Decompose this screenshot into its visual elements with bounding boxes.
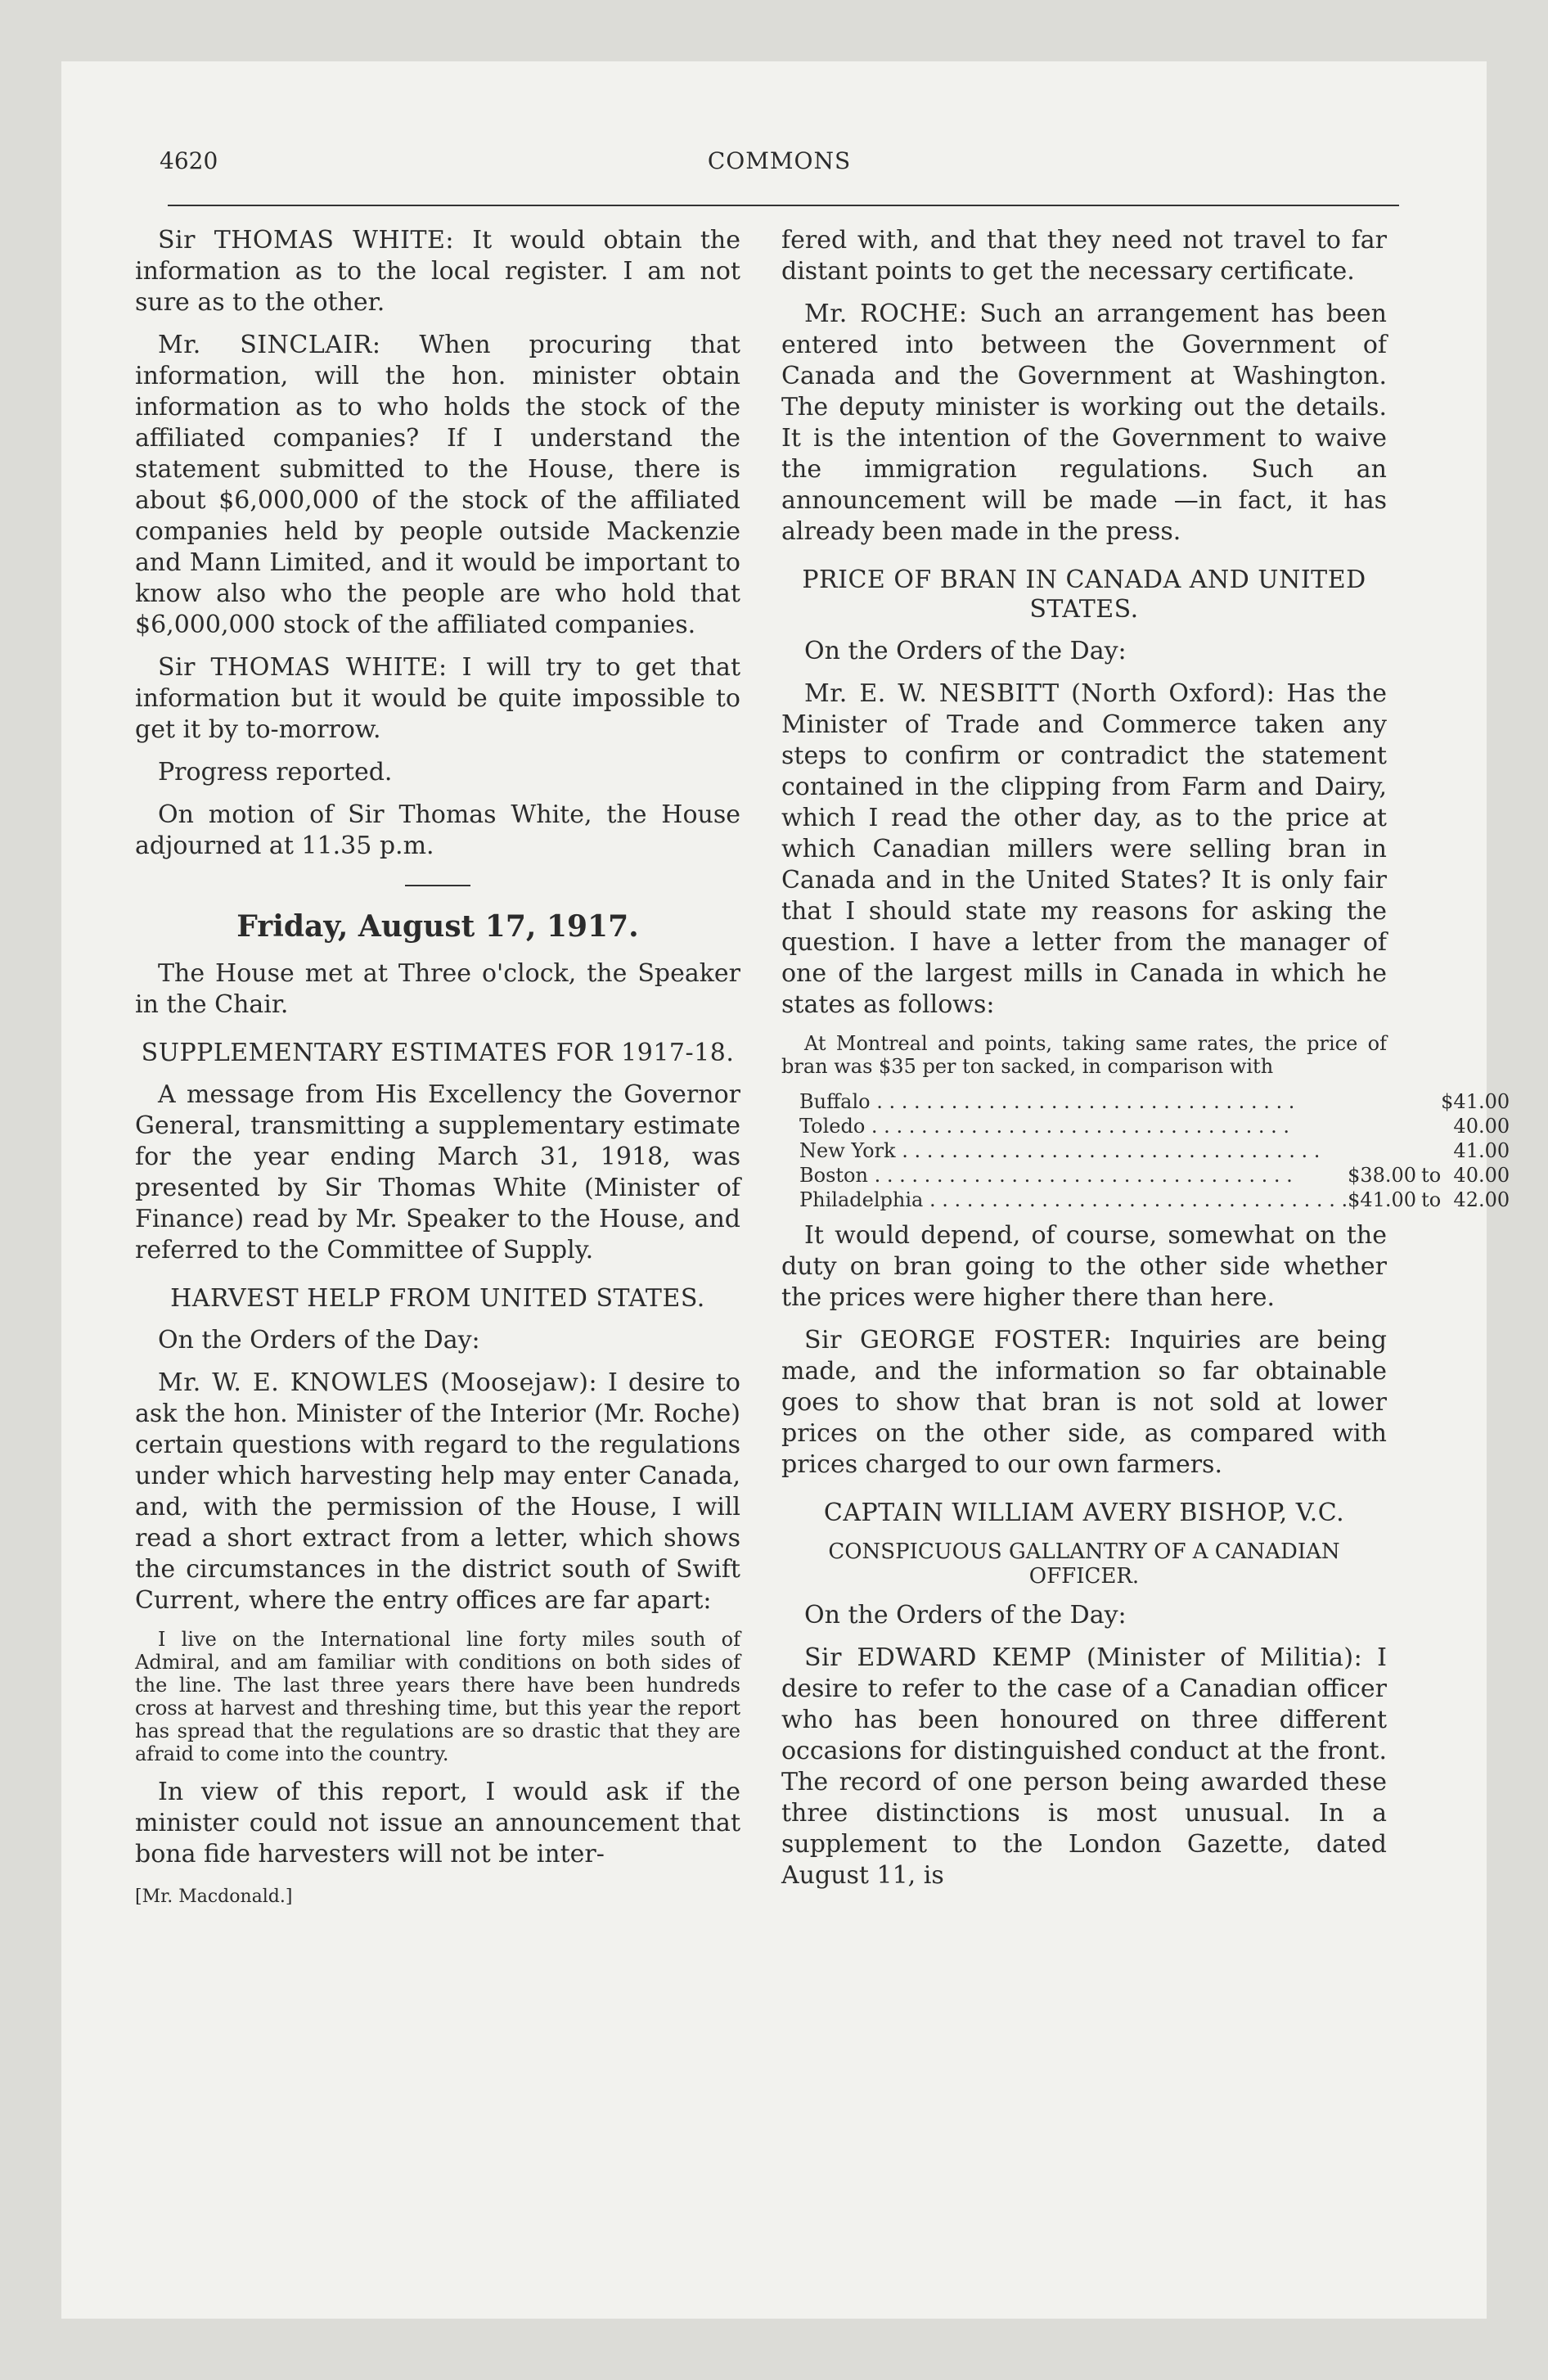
running-title: COMMONS <box>707 147 852 174</box>
paragraph-text: I desire to refer to the case of a Canadian officer who has been honoured on three different occasions for distinguished conduct at the front. The record of one person being awarded these three distinctions is most unusual. In a supplement to the London Gazette, dated August 11, is <box>781 1643 1387 1890</box>
price-from <box>1348 1138 1421 1163</box>
speaker-name: Mr. ROCHE: <box>804 300 968 328</box>
paragraph: On the Orders of the Day: <box>804 637 1127 665</box>
city-name: Boston . . . <box>799 1163 1348 1188</box>
paragraph-text: I will try to get that information but it would be quite impossible to get it by to-morrow. <box>135 653 740 744</box>
price-value: 42.00 <box>1453 1188 1510 1211</box>
paragraph: On motion of Sir Thomas White, the House adjourned at 11.35 p.m. <box>135 800 740 860</box>
price-value: 41.00 <box>1453 1139 1510 1162</box>
paragraph <box>135 1368 740 1616</box>
table-row <box>799 1188 1510 1212</box>
section-subheading: CONSPICUOUS GALLANTRY OF A CANADIAN OFFICER. <box>828 1539 1340 1589</box>
right-column <box>781 225 1510 1903</box>
table-row <box>799 1114 1510 1138</box>
paragraph: In view of this report, I would ask if the minister could not issue an announcement that bona fide harvesters will not be inter- <box>135 1778 740 1868</box>
speaker-name: Sir GEORGE FOSTER: <box>804 1326 1112 1355</box>
city-name: Toledo . . . <box>799 1114 1348 1138</box>
paragraph: A message from His Excellency the Governor General, transmitting a supplementary estimate for the year ending March 31, 1918, was presented by Sir Thomas White (Minister of Finance) read by Mr. Speaker to the House, and referred to the Committee of Supply. <box>135 1080 740 1264</box>
paragraph: On the Orders of the Day: <box>804 1601 1127 1629</box>
table-row <box>799 1163 1510 1188</box>
city-name: Philadelphia . . . <box>799 1188 1348 1212</box>
price-from: $38.00 <box>1348 1164 1417 1187</box>
paragraph <box>781 299 1387 548</box>
price-value: 40.00 <box>1453 1164 1510 1187</box>
price-value: $41.00 <box>1441 1090 1510 1113</box>
price-to-word: to <box>1421 1188 1442 1211</box>
price-value: 40.00 <box>1453 1115 1510 1138</box>
city-name: New York . . . <box>799 1138 1348 1163</box>
paragraph-text: It would obtain the information as to the local register. I am not sure as to the other. <box>135 226 740 317</box>
city-name: Buffalo . . . <box>799 1089 1348 1114</box>
quoted-letter: I live on the International line forty miles south of Admiral, and am familiar with conditions on both sides of the line. The last three years there have been hundreds cross at harvest and threshing time, but this year the report has spread that the regulations are so drastic that they are afraid to come into the country. <box>135 1628 740 1765</box>
paragraph <box>781 1325 1387 1481</box>
running-head <box>160 147 1399 188</box>
speaker-name: Mr. E. W. NESBITT (North Oxford): <box>804 679 1276 708</box>
paragraph: On the Orders of the Day: <box>158 1326 480 1355</box>
paragraph-text: I desire to ask the hon. Minister of the Interior (Mr. Roche) certain questions with regard to the regulations under which harvesting help may enter Canada, and, with the permission of the House, I will read a short extract from a letter, which shows the circumstances in the district south of Swift Current, where the entry offices are far apart: <box>135 1368 740 1615</box>
section-heading: SUPPLEMENTARY ESTIMATES FOR 1917-18. <box>141 1039 735 1067</box>
section-heading: PRICE OF BRAN IN CANADA AND UNITED STATES. <box>802 566 1366 624</box>
speaker-name: Sir THOMAS WHITE: <box>158 226 455 255</box>
quoted-letter: At Montreal and points, taking same rates, the price of bran was $35 per ton sacked, in comparison with <box>781 1032 1387 1078</box>
page-number: 4620 <box>160 147 218 174</box>
price-to-word: to <box>1421 1164 1442 1187</box>
header-rule <box>168 205 1399 206</box>
table-row <box>799 1138 1510 1163</box>
paragraph-text: Such an arrangement has been entered into between the Government of Canada and the Government at Washington. The deputy minister is working out the details. It is the intention of the Government to waive the immigration regulations. Such an announcement will be made —in fact, it has already been made in the press. <box>781 300 1387 546</box>
paragraph <box>781 678 1387 1021</box>
paragraph-text: Inquiries are being made, and the information so far obtainable goes to show that bran is not sold at lower prices on the other side, as compared with prices charged to our own farmers. <box>781 1326 1387 1479</box>
price-to-word <box>1421 1114 1441 1138</box>
section-divider <box>405 885 470 886</box>
paragraph: The House met at Three o'clock, the Speaker in the Chair. <box>135 959 740 1019</box>
price-from <box>1348 1114 1421 1138</box>
paragraph: fered with, and that they need not travel to far distant points to get the necessary certificate. <box>781 226 1387 286</box>
speaker-name: Mr. SINCLAIR: <box>158 331 381 359</box>
paragraph-text: When procuring that information, will the hon. minister obtain information as to who holds the stock of the affiliated companies? If I understand the statement submitted to the House, there is about $6,000,000 of the stock of the affiliated companies held by people outside Mackenzie and Mann Limited, and it would be important to know also who the people are who hold that $6,000,000 stock of the affiliated companies. <box>135 331 740 639</box>
speaker-name: Mr. W. E. KNOWLES (Moosejaw): <box>158 1368 598 1397</box>
paragraph-text: Has the Minister of Trade and Commerce taken any steps to confirm or contradict the statement contained in the clipping from Farm and Dairy, which I read the other day, as to the price at which Canadian millers were selling bran in Canada and in the United States? It is only fair that I should state my reasons for asking the question. I have a letter from the manager of one of the largest mills in Canada in which he states as follows: <box>781 679 1387 1019</box>
paragraph <box>781 1643 1387 1891</box>
paragraph <box>135 330 740 641</box>
paragraph <box>135 225 740 318</box>
price-to-word <box>1421 1138 1441 1163</box>
price-from <box>1348 1089 1421 1114</box>
date-heading: Friday, August 17, 1917. <box>236 909 639 944</box>
left-column <box>135 225 740 1913</box>
paragraph: It would depend, of course, somewhat on the duty on bran going to the other side whether the prices were higher there than here. <box>781 1221 1387 1312</box>
price-table <box>799 1089 1510 1212</box>
section-heading: HARVEST HELP FROM UNITED STATES. <box>170 1284 705 1313</box>
section-heading: CAPTAIN WILLIAM AVERY BISHOP, V.C. <box>823 1499 1345 1527</box>
paragraph <box>135 652 740 746</box>
speaker-name: Sir EDWARD KEMP (Minister of Militia): <box>804 1643 1363 1672</box>
footer-reference: [Mr. Macdonald.] <box>135 1886 293 1907</box>
paragraph: Progress reported. <box>158 758 393 787</box>
speaker-name: Sir THOMAS WHITE: <box>158 653 448 682</box>
table-row <box>799 1089 1510 1114</box>
price-to-word <box>1421 1089 1441 1114</box>
price-from: $41.00 <box>1348 1188 1417 1211</box>
